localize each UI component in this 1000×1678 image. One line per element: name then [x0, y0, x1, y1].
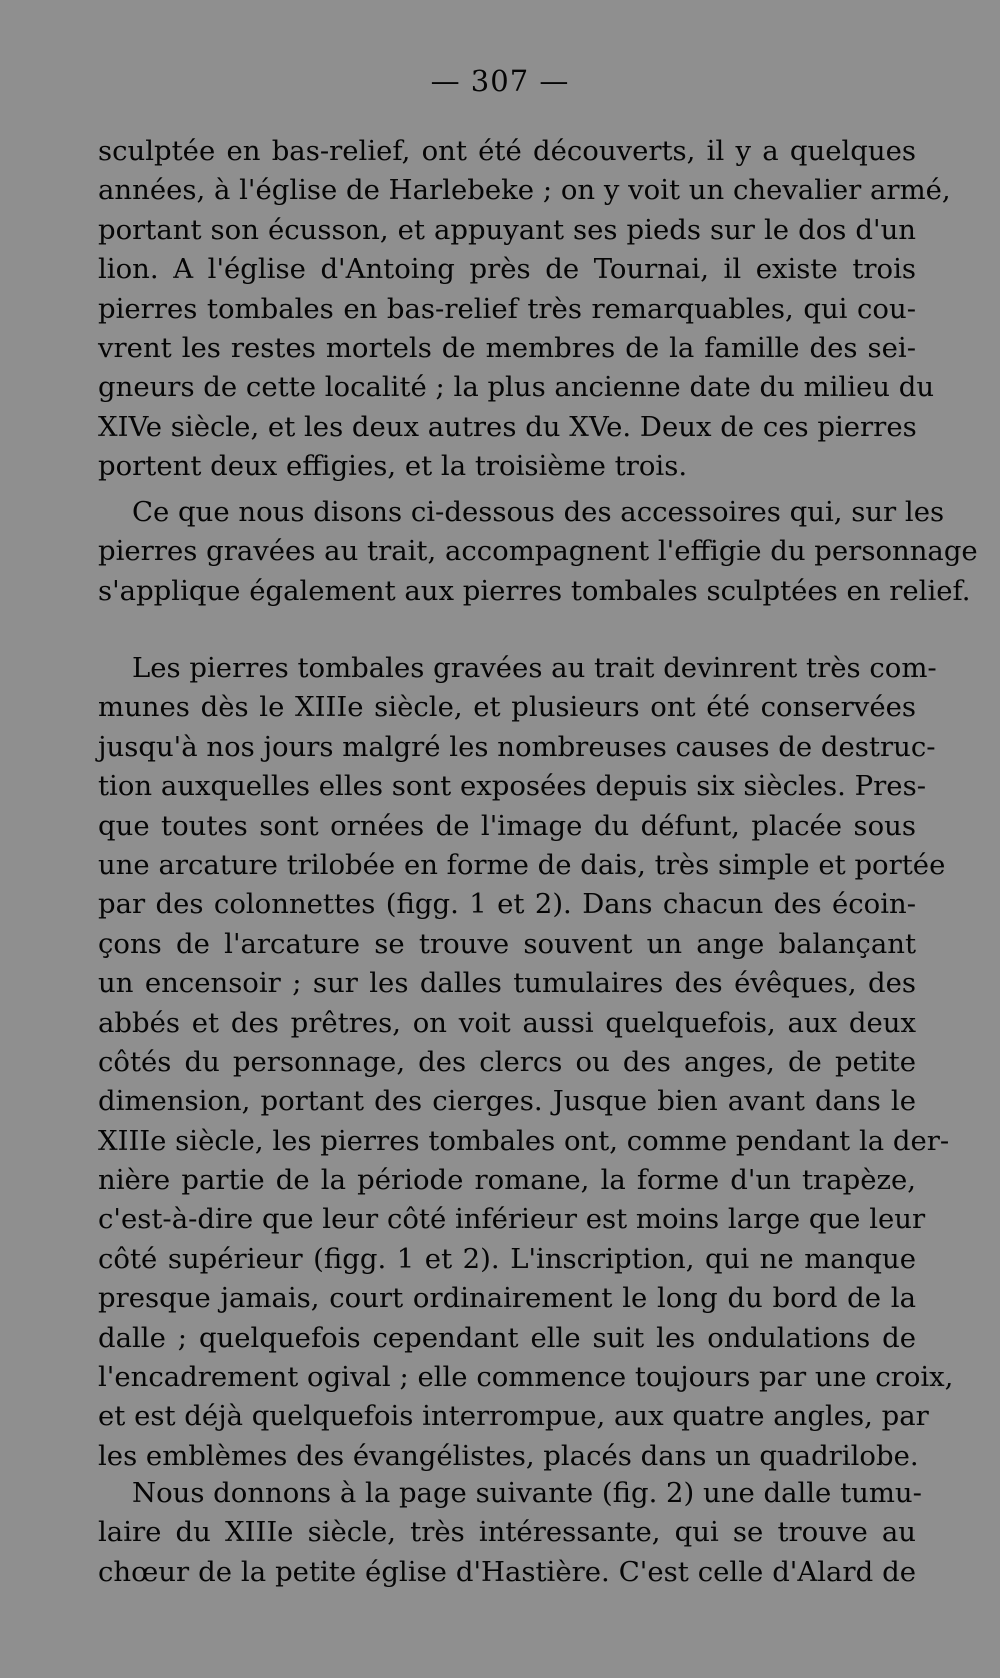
text-line: portent deux effigies, et la troisième trois. — [98, 450, 688, 483]
text-line: l'encadrement ogival ; elle commence toujours par une croix, — [98, 1361, 954, 1394]
text-line: les emblèmes des évangélistes, placés dans un quadrilobe. — [98, 1439, 919, 1472]
paragraph-1 — [98, 132, 951, 487]
paragraph-2 — [98, 493, 978, 611]
text-line: tion auxquelles elles sont exposées depuis six siècles. Pres- — [98, 770, 926, 803]
text-line: jusqu'à nos jours malgré les nombreuses causes de destruc- — [98, 730, 936, 763]
text-line: presque jamais, court ordinairement le long du bord de la — [98, 1282, 916, 1315]
text-line: côtés du personnage, des clercs ou des anges, de petite — [98, 1045, 916, 1078]
paragraph-4 — [98, 1474, 922, 1592]
text-line: pierres gravées au trait, accompagnent l'effigie du personnage — [98, 535, 978, 568]
text-line: gneurs de cette localité ; la plus ancienne date du milieu du — [98, 371, 935, 404]
text-line: nière partie de la période romane, la forme d'un trapèze, — [98, 1164, 916, 1197]
text-line: côté supérieur (figg. 1 et 2). L'inscription, qui ne manque — [98, 1242, 916, 1275]
text-line: Nous donnons à la page suivante (fig. 2) une dalle tumu- — [132, 1477, 922, 1509]
text-line: dalle ; quelquefois cependant elle suit les ondulations de — [98, 1321, 916, 1354]
page-number: — 307 — — [430, 64, 570, 98]
text-line: et est déjà quelquefois interrompue, aux quatre angles, par — [98, 1400, 929, 1433]
text-line: vrent les restes mortels de membres de la famille des sei- — [98, 331, 916, 364]
text-line: abbés et des prêtres, on voit aussi quelquefois, aux deux — [98, 1006, 916, 1039]
text-line: chœur de la petite église d'Hastière. C'est celle d'Alard de — [98, 1555, 916, 1588]
text-line: XIIIe siècle, les pierres tombales ont, comme pendant la der- — [98, 1124, 950, 1157]
text-line: laire du XIIIe siècle, très intéressante, qui se trouve au — [98, 1516, 916, 1549]
text-line: c'est-à-dire que leur côté inférieur est moins large que leur — [98, 1203, 926, 1236]
text-line: lion. A l'église d'Antoing près de Tournai, il existe trois — [98, 253, 916, 286]
text-line: un encensoir ; sur les dalles tumulaires des évêques, des — [98, 967, 916, 1000]
text-line: munes dès le XIIIe siècle, et plusieurs ont été conservées — [98, 691, 916, 724]
text-line: pierres tombales en bas-relief très remarquables, qui cou- — [98, 292, 916, 325]
text-line: une arcature trilobée en forme de dais, très simple et portée — [98, 848, 946, 881]
text-line: années, à l'église de Harlebeke ; on y voit un chevalier armé, — [98, 174, 951, 207]
text-line: portant son écusson, et appuyant ses pieds sur le dos d'un — [98, 213, 916, 246]
text-line: que toutes sont ornées de l'image du défunt, placée sous — [98, 809, 916, 842]
text-line: Ce que nous disons ci-dessous des accessoires qui, sur les — [132, 496, 945, 528]
text-line: sculptée en bas-relief, ont été découverts, il y a quelques — [98, 135, 916, 167]
text-line: XIVe siècle, et les deux autres du XVe. Deux de ces pierres — [98, 410, 917, 443]
text-line: s'applique également aux pierres tombales sculptées en relief. — [98, 574, 971, 607]
text-line: dimension, portant des cierges. Jusque bien avant dans le — [98, 1085, 916, 1118]
text-line: par des colonnettes (figg. 1 et 2). Dans chacun des écoin- — [98, 888, 916, 921]
text-line: Les pierres tombales gravées au trait devinrent très com- — [132, 652, 937, 684]
text-line: çons de l'arcature se trouve souvent un ange balançant — [98, 927, 916, 960]
paragraph-3 — [98, 649, 954, 1476]
